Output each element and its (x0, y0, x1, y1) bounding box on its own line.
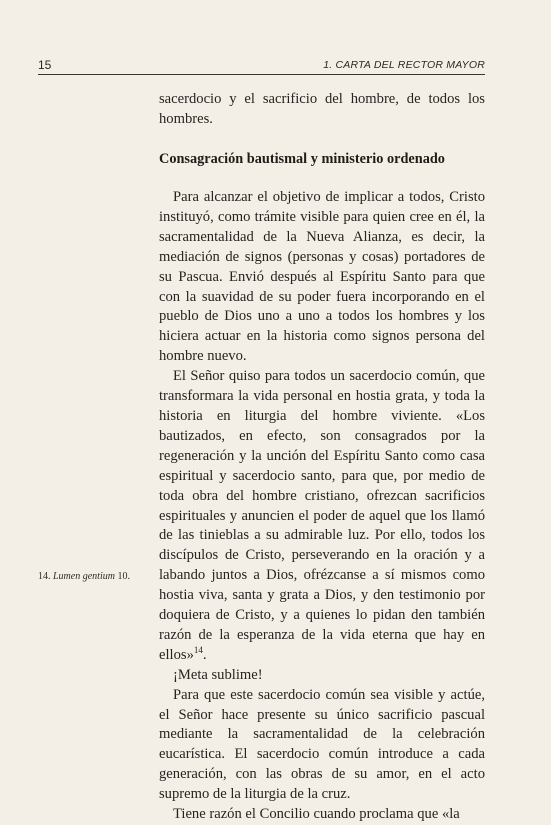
footnote-number: 14. (38, 571, 51, 582)
paragraph-2: El Señor quiso para todos un sacerdocio común, que transformara la vida personal en hostia grata, y toda la historia en liturgia del hombre viviente. «Los bautizados, en efecto, son consagrados por la regeneración y la unción del Espíritu Santo como casa espiritual y sacerdocio santo, para que, por medio de toda obra del hombre cristiano, ofrezcan sacrificios espirituales y anuncien el poder de aquel que los llamó de las tinieblas a su admirable luz. Por ello, todos los discípulos de Cristo, perseverando en la oración y a labando juntos a Dios, ofrézcanse a sí mismos como hostia viva, santa y grata a Dios, y den testimonio por doquiera de Cristo, y a quienes lo pidan den también razón de la esperanza de la vida eterna que hay en ellos»$^{14}$. (159, 368, 485, 663)
paragraph-1: Para alcanzar el objetivo de implicar a todos, Cristo instituyó, como trámite visible para quien cree en él, la sacramentalidad de la Nueva Alianza, es decir, la mediación de signos (personas y cosas) portadores de su Pascua. Envió después al Espíritu Santo para que con la suavidad de su poder fuera incorporando en el pueblo de Dios uno a uno a todos los hombres y los hiciera actuar en la historia como signos persona del hombre nuevo. (159, 189, 485, 365)
page-number: 15 (38, 58, 52, 72)
page-header (38, 58, 485, 75)
continuation-block (159, 90, 485, 130)
paragraph-3: ¡Meta sublime! (173, 666, 263, 683)
paragraph-4: Para que este sacerdocio común sea visible y actúe, el Señor hace presente su único sacrificio pascual mediante la sacramentalidad de la celebración eucarística. El sacerdocio común introduce a cada generación, con las obras de su amor, en el acto supremo de la liturgia de la cruz. (159, 686, 485, 803)
paragraph-2-text: El Señor quiso para todos un sacerdocio común, que transformara la vida personal en hostia grata, y toda la historia en liturgia del hombre viviente. «Los bautizados, en efecto, son consagrados por la regeneración y la unción del Espíritu Santo como casa espiritual y sacerdocio santo, para que, por medio de toda obra del hombre cristiano, ofrezcan sacrificios espirituales y anuncien el poder de aquel que los llamó de las tinieblas a su admirable luz. Por ello, todos los discípulos de Cristo, perseverando en la oración y a labando juntos a Dios, ofrézcanse a sí mismos como hostia viva, santa y grata a Dios, y den testimonio por doquiera de Cristo, y a quienes lo pidan den también razón de la esperanza de la vida eterna que hay en ellos» (159, 368, 485, 663)
footnote-reference: 14 (193, 644, 203, 655)
section-heading: Consagración bautismal y ministerio ordenado (159, 151, 445, 167)
margin-footnote (38, 571, 130, 582)
section-body (159, 188, 485, 825)
paragraph-5: Tiene razón el Concilio cuando proclama que «la (173, 806, 460, 823)
footnote-reference-number: 10. (117, 571, 130, 582)
continuation-paragraph: sacerdocio y el sacrificio del hombre, de todos los hombres. (159, 91, 485, 127)
footnote-source-title: Lumen gentium (53, 571, 115, 582)
running-title: 1. CARTA DEL RECTOR MAYOR (323, 59, 485, 71)
